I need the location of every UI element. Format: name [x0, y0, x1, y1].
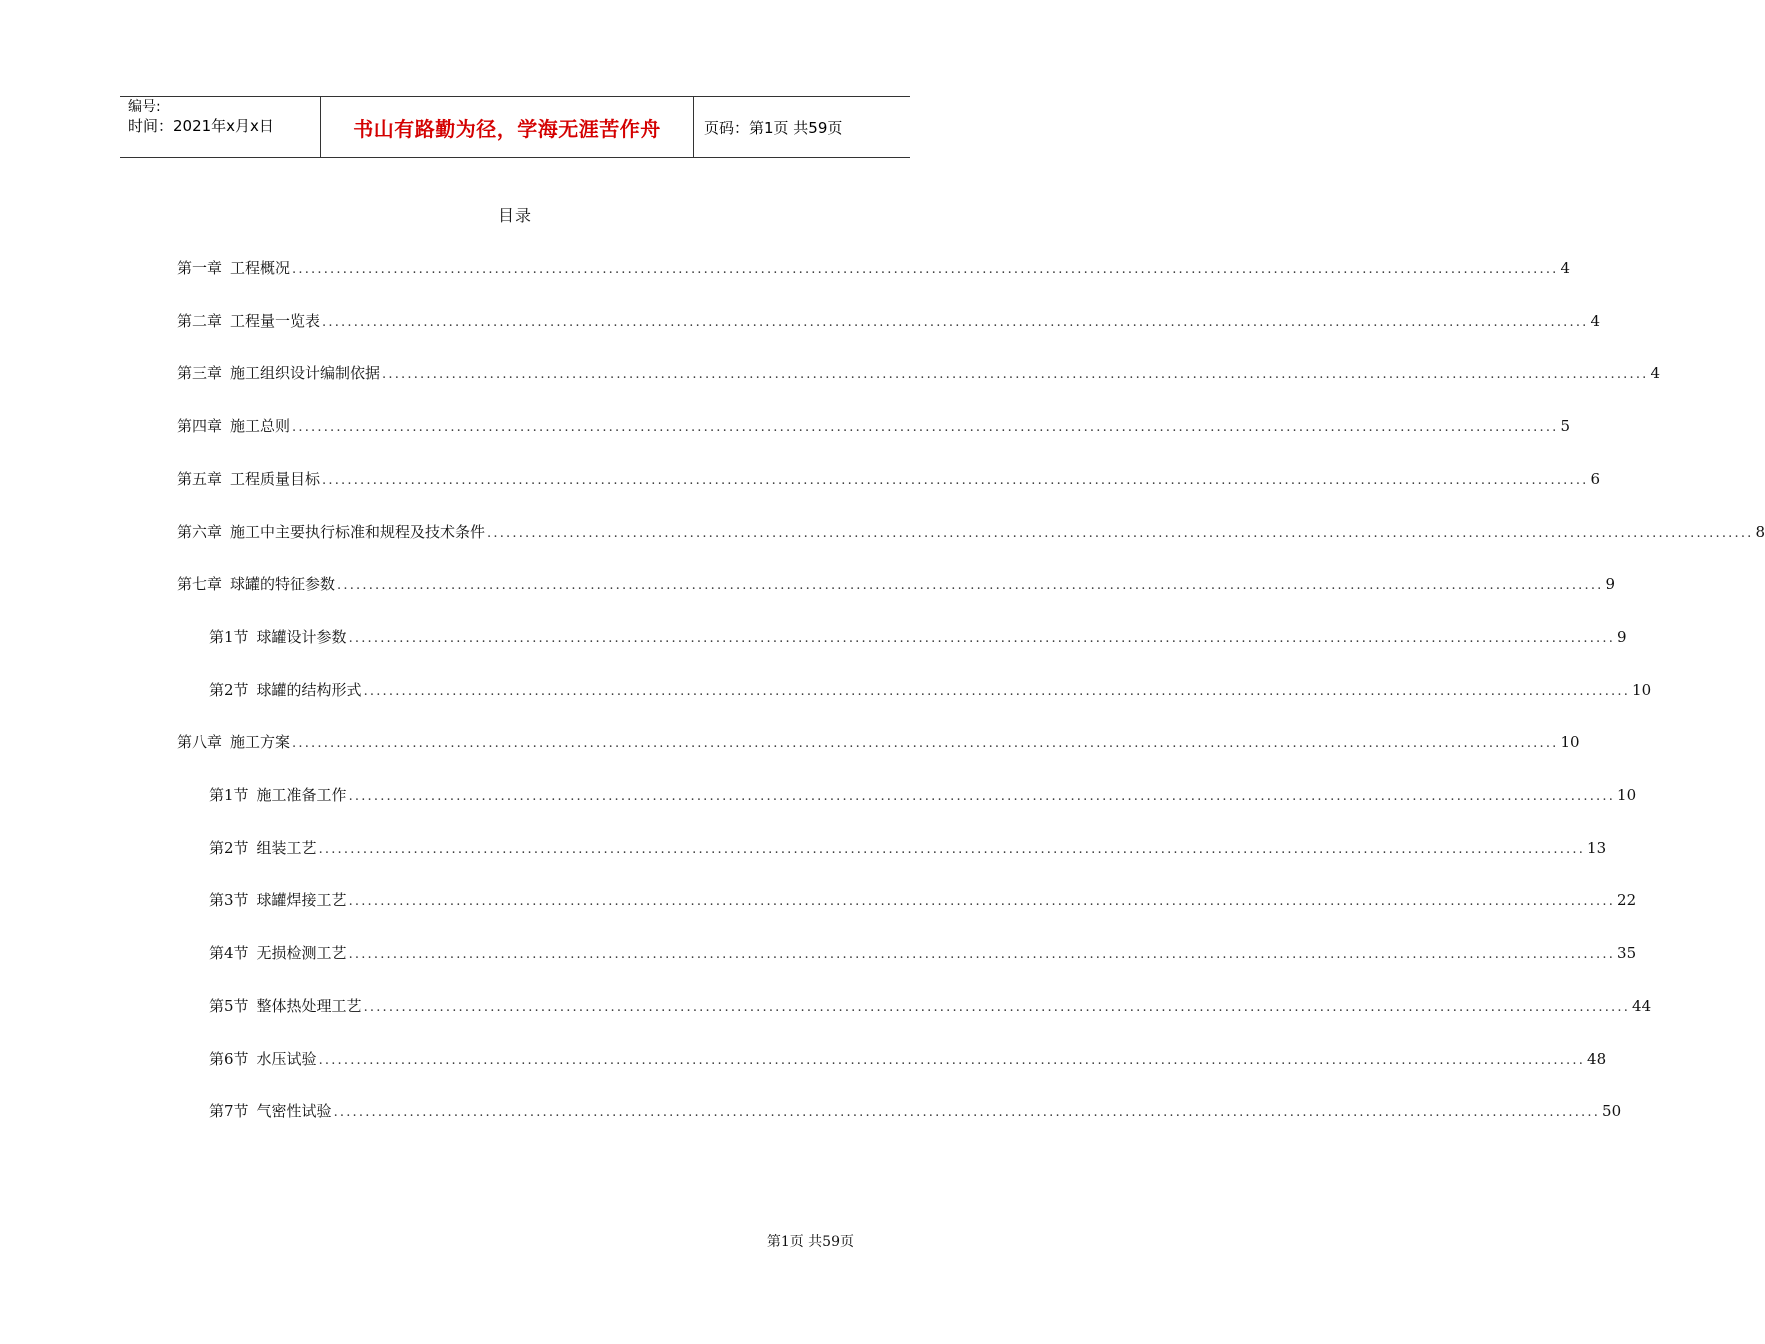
toc-dot-leader: ........................................................................................................................................................................................................: [318, 842, 1586, 857]
toc-entry-title: 整体热处理工艺: [256, 997, 362, 1015]
toc-entry-number: 第四章: [177, 417, 223, 435]
toc-entry-page: 5: [1560, 417, 1571, 435]
toc-entry-page: 44: [1632, 997, 1652, 1015]
toc-entry[interactable]: [209, 1100, 1622, 1122]
toc-entry[interactable]: [177, 468, 1601, 490]
header-motto-cell: [321, 97, 694, 157]
footer-page-info: 第1页 共59页: [766, 1234, 854, 1250]
toc-dot-leader: ........................................................................................................................................................................................................: [348, 894, 1616, 909]
toc-entry-page: 4: [1590, 312, 1601, 330]
toc-entry-title: 无损检测工艺: [256, 944, 347, 962]
toc-entry-number: 第4节: [209, 944, 249, 962]
toc-dot-leader: ........................................................................................................................................................................................................: [363, 1000, 1631, 1015]
toc-entry-title: 施工组织设计编制依据: [230, 364, 381, 382]
toc-entry-page: 4: [1560, 259, 1571, 277]
toc-entry-title: 施工总则: [230, 417, 291, 435]
toc-entry-number: 第2节: [209, 839, 249, 857]
toc-entry-page: 50: [1602, 1102, 1622, 1120]
toc-dot-leader: ........................................................................................................................................................................................................: [292, 262, 1559, 277]
toc-entry-number: 第7节: [209, 1102, 249, 1120]
toc-title: [0, 203, 950, 226]
toc-entry[interactable]: [177, 731, 1580, 753]
toc-entry[interactable]: [209, 995, 1652, 1017]
document-number-label: 编号:: [128, 99, 161, 115]
toc-entry-title: 工程概况: [230, 259, 291, 277]
toc-entry-title: 球罐焊接工艺: [256, 891, 347, 909]
toc-entry[interactable]: [177, 415, 1571, 437]
toc-dot-leader: ........................................................................................................................................................................................................: [292, 420, 1559, 435]
toc-entry-page: 6: [1590, 470, 1601, 488]
toc-entry[interactable]: [209, 837, 1607, 859]
toc-entry-number: 第七章: [177, 575, 223, 593]
header-meta-cell: [120, 97, 321, 157]
toc-entry[interactable]: [209, 889, 1637, 911]
toc-entry[interactable]: [177, 310, 1601, 332]
toc-entry[interactable]: [177, 362, 1661, 384]
document-time-label: 时间：2021年x月x日: [128, 117, 274, 135]
toc-entry-number: 第八章: [177, 733, 223, 751]
header-page-cell: [694, 97, 910, 157]
toc-entry-page: 48: [1587, 1050, 1607, 1068]
toc-dot-leader: ........................................................................................................................................................................................................: [322, 315, 1589, 330]
toc-entry-title: 工程质量目标: [230, 470, 321, 488]
toc-entry[interactable]: [209, 784, 1637, 806]
toc-entry-page: 10: [1560, 733, 1580, 751]
toc-entry-number: 第1节: [209, 786, 249, 804]
toc-entry[interactable]: [209, 942, 1637, 964]
toc-dot-leader: ........................................................................................................................................................................................................: [382, 367, 1649, 382]
toc-entry-page: 10: [1617, 786, 1637, 804]
toc-entry[interactable]: [177, 257, 1571, 279]
toc-dot-leader: ........................................................................................................................................................................................................: [292, 736, 1559, 751]
toc-entry-title: 施工方案: [230, 733, 291, 751]
toc-entry-number: 第二章: [177, 312, 223, 330]
toc-dot-leader: ........................................................................................................................................................................................................: [337, 578, 1604, 593]
toc-entry-number: 第3节: [209, 891, 249, 909]
page-header: [120, 96, 910, 158]
toc-entry[interactable]: [209, 1048, 1607, 1070]
toc-dot-leader: ........................................................................................................................................................................................................: [487, 526, 1754, 541]
toc-entry-number: 第一章: [177, 259, 223, 277]
toc-entry-title: 气密性试验: [256, 1102, 332, 1120]
toc-entry-title: 球罐设计参数: [256, 628, 347, 646]
toc-entry-title: 水压试验: [256, 1050, 317, 1068]
toc-entry-number: 第五章: [177, 470, 223, 488]
toc-entry-title: 工程量一览表: [230, 312, 321, 330]
toc-entry[interactable]: [209, 679, 1652, 701]
toc-entry-number: 第2节: [209, 681, 249, 699]
toc-entry-page: 8: [1755, 523, 1765, 541]
toc-entry-number: 第六章: [177, 523, 223, 541]
toc-entry-page: 4: [1650, 364, 1661, 382]
toc-dot-leader: ........................................................................................................................................................................................................: [322, 473, 1589, 488]
header-motto: 书山有路勤为径，学海无涯苦作舟: [353, 116, 661, 141]
header-page-info: 页码：第1页 共59页: [704, 118, 843, 137]
toc-entry[interactable]: [177, 521, 1765, 543]
toc-entry-page: 9: [1617, 628, 1627, 646]
toc-entry-title: 球罐的结构形式: [256, 681, 362, 699]
toc-dot-leader: ........................................................................................................................................................................................................: [318, 1053, 1586, 1068]
toc-entry-number: 第1节: [209, 628, 249, 646]
toc-entry[interactable]: [177, 573, 1616, 595]
toc-entry-number: 第三章: [177, 364, 223, 382]
toc-entry-title: 组装工艺: [256, 839, 317, 857]
toc-dot-leader: ........................................................................................................................................................................................................: [348, 947, 1616, 962]
toc-entry-page: 9: [1605, 575, 1616, 593]
toc-dot-leader: ........................................................................................................................................................................................................: [348, 631, 1616, 646]
toc-title-text: 目录: [497, 206, 532, 225]
toc-entry-title: 施工中主要执行标准和规程及技术条件: [230, 523, 486, 541]
toc-entry-number: 第5节: [209, 997, 249, 1015]
toc-entry-title: 施工准备工作: [256, 786, 347, 804]
toc-entry-number: 第6节: [209, 1050, 249, 1068]
toc-dot-leader: ........................................................................................................................................................................................................: [348, 789, 1616, 804]
toc-entry-page: 10: [1632, 681, 1652, 699]
page-footer: [767, 1231, 854, 1251]
toc-entry-page: 35: [1617, 944, 1637, 962]
toc-dot-leader: ........................................................................................................................................................................................................: [333, 1105, 1601, 1120]
toc-entry-page: 13: [1587, 839, 1607, 857]
toc-entry-page: 22: [1617, 891, 1637, 909]
toc-dot-leader: ........................................................................................................................................................................................................: [363, 684, 1631, 699]
toc-entry[interactable]: [209, 626, 1627, 648]
toc-entry-title: 球罐的特征参数: [230, 575, 336, 593]
